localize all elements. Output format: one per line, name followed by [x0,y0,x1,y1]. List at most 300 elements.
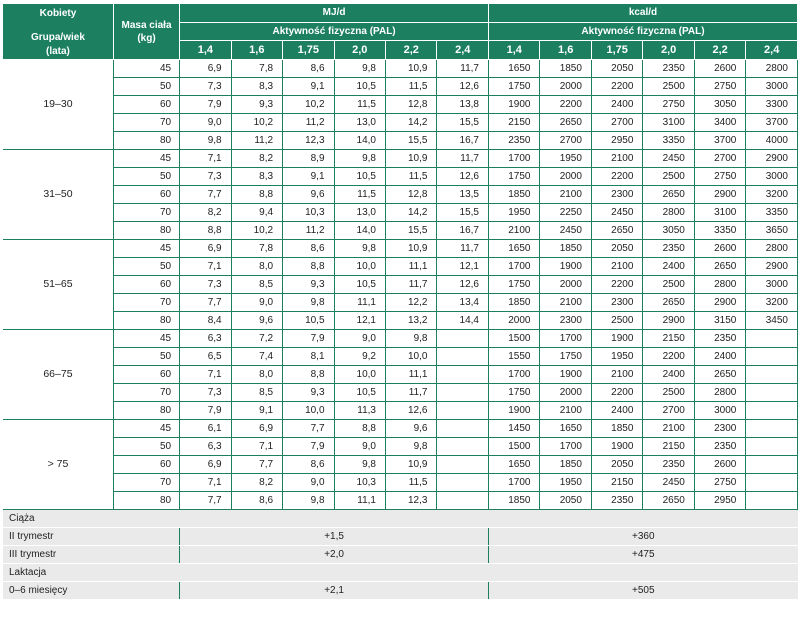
kcal-value-cell: 1950 [540,150,591,168]
kcal-value-cell: 2950 [591,132,642,150]
kcal-value-cell: 3700 [746,114,798,132]
kcal-value-cell: 2400 [643,258,694,276]
mass-cell: 60 [113,276,179,294]
kcal-value-cell: 2050 [591,60,642,78]
extra-mj-value: +2,1 [180,582,489,600]
table-row [3,276,798,294]
mj-value-cell: 10,0 [386,348,437,366]
kcal-header: kcal/d [489,4,798,22]
mj-value-cell [437,492,489,510]
mj-value-cell: 8,5 [231,384,282,402]
mj-value-cell: 10,2 [231,222,282,240]
kcal-value-cell: 2050 [591,456,642,474]
kcal-value-cell: 3300 [746,96,798,114]
kcal-value-cell: 1700 [540,438,591,456]
kcal-value-cell: 2500 [643,384,694,402]
kcal-value-cell [746,348,798,366]
kcal-value-cell: 3100 [694,204,745,222]
mj-value-cell: 9,0 [283,474,334,492]
kcal-value-cell: 2650 [694,366,745,384]
kcal-value-cell: 1550 [489,348,540,366]
mj-value-cell: 12,8 [386,186,437,204]
mj-value-cell: 11,2 [283,222,334,240]
mass-unit: (kg) [137,32,156,44]
kcal-value-cell: 2150 [591,474,642,492]
kcal-value-cell [746,438,798,456]
kcal-value-cell: 2600 [694,456,745,474]
mj-value-cell: 10,5 [334,384,385,402]
mj-value-cell: 11,7 [437,150,489,168]
kcal-value-cell: 1850 [489,492,540,510]
mass-cell: 45 [113,240,179,258]
age-group-label: 51–65 [3,240,113,330]
kcal-value-cell: 2350 [643,60,694,78]
kcal-value-cell: 2200 [540,96,591,114]
table-row [3,222,798,240]
mj-value-cell: 11,1 [334,492,385,510]
kcal-value-cell: 3000 [746,276,798,294]
kcal-value-cell: 3050 [643,222,694,240]
mj-pal-header: Aktywność fizyczna (PAL) [180,22,489,41]
kcal-value-cell: 2900 [694,186,745,204]
mj-value-cell: 6,9 [231,420,282,438]
mj-value-cell: 7,3 [180,78,231,96]
kcal-value-cell: 1850 [489,186,540,204]
kcal-value-cell: 3650 [746,222,798,240]
mj-value-cell: 8,8 [180,222,231,240]
kcal-value-cell: 2050 [591,240,642,258]
kcal-value-cell: 3350 [643,132,694,150]
mj-value-cell: 15,5 [386,132,437,150]
kcal-value-cell: 1700 [540,330,591,348]
kcal-value-cell: 3400 [694,114,745,132]
mj-value-cell: 14,2 [386,204,437,222]
kcal-value-cell: 1900 [489,96,540,114]
kcal-value-cell: 1700 [489,150,540,168]
energy-requirements-table [3,4,798,600]
mj-value-cell: 12,6 [437,276,489,294]
mj-value-cell: 12,3 [386,492,437,510]
mj-value-cell: 10,9 [386,240,437,258]
mj-value-cell: 12,2 [386,294,437,312]
extra-row [3,582,798,600]
kcal-value-cell: 1900 [540,258,591,276]
mj-value-cell: 6,3 [180,330,231,348]
kcal-value-cell: 4000 [746,132,798,150]
mj-value-cell: 8,6 [283,60,334,78]
mj-value-cell: 11,5 [386,78,437,96]
kcal-value-cell: 1900 [489,402,540,420]
extra-row [3,528,798,546]
kcal-value-cell: 1950 [489,204,540,222]
mj-value-cell: 6,5 [180,348,231,366]
mass-header [113,4,179,60]
kcal-value-cell: 2650 [540,114,591,132]
mj-value-cell: 16,7 [437,132,489,150]
mj-value-cell: 7,9 [180,402,231,420]
kcal-value-cell [746,402,798,420]
kcal-value-cell: 2400 [591,96,642,114]
mj-value-cell: 8,0 [231,366,282,384]
kcal-value-cell: 2100 [643,420,694,438]
mj-value-cell: 7,4 [231,348,282,366]
mass-cell: 50 [113,258,179,276]
mj-value-cell: 13,4 [437,294,489,312]
kcal-value-cell: 1750 [540,348,591,366]
mj-value-cell: 9,8 [283,492,334,510]
mj-value-cell: 8,8 [334,420,385,438]
mj-value-cell [437,438,489,456]
extra-row [3,564,798,582]
mj-value-cell: 10,0 [283,402,334,420]
mj-pal-1: 1,6 [231,41,282,60]
mj-value-cell: 10,3 [334,474,385,492]
mj-value-cell: 7,2 [231,330,282,348]
kcal-value-cell: 2500 [591,312,642,330]
extra-row [3,546,798,564]
table-row [3,168,798,186]
mj-value-cell: 11,1 [386,258,437,276]
mass-cell: 45 [113,420,179,438]
mass-cell: 80 [113,312,179,330]
kcal-value-cell: 3350 [694,222,745,240]
table-row [3,402,798,420]
kcal-value-cell: 2500 [643,276,694,294]
table-row [3,492,798,510]
kcal-value-cell: 2100 [540,402,591,420]
table-row [3,186,798,204]
mj-value-cell: 9,8 [334,456,385,474]
table-row [3,78,798,96]
mj-value-cell: 11,2 [283,114,334,132]
kcal-value-cell: 2250 [540,204,591,222]
kcal-value-cell: 2050 [540,492,591,510]
kcal-value-cell: 3000 [746,168,798,186]
table-row [3,96,798,114]
mj-value-cell: 10,9 [386,60,437,78]
mj-value-cell: 8,6 [283,456,334,474]
kcal-value-cell: 2000 [540,168,591,186]
mj-value-cell: 7,7 [180,492,231,510]
mj-value-cell: 12,1 [437,258,489,276]
group-age-header [3,4,113,60]
table-row [3,438,798,456]
mj-value-cell: 7,1 [231,438,282,456]
kcal-value-cell: 3050 [694,96,745,114]
kcal-value-cell: 2000 [540,276,591,294]
mj-value-cell: 12,1 [334,312,385,330]
mj-value-cell: 10,5 [334,168,385,186]
extra-mj-value [180,564,489,582]
kcal-value-cell: 2200 [591,276,642,294]
kcal-value-cell: 3200 [746,186,798,204]
kcal-value-cell: 1650 [489,240,540,258]
mj-value-cell: 7,1 [180,474,231,492]
mass-cell: 50 [113,78,179,96]
kcal-value-cell [746,384,798,402]
mj-value-cell: 9,8 [334,240,385,258]
mj-value-cell: 13,0 [334,114,385,132]
kcal-value-cell: 2750 [694,474,745,492]
kcal-value-cell: 2200 [591,78,642,96]
mj-value-cell: 12,3 [283,132,334,150]
kcal-value-cell: 2650 [643,492,694,510]
kcal-value-cell [746,492,798,510]
mass-cell: 70 [113,294,179,312]
table-row [3,132,798,150]
kcal-value-cell: 3700 [694,132,745,150]
mj-value-cell: 15,5 [437,114,489,132]
mj-value-cell: 13,2 [386,312,437,330]
mj-value-cell: 6,9 [180,60,231,78]
kcal-pal-1: 1,6 [540,41,591,60]
kcal-value-cell: 1850 [540,456,591,474]
mj-value-cell: 10,9 [386,150,437,168]
group-subtitle: Grupa/wiek [30,32,85,43]
kcal-value-cell: 1750 [489,384,540,402]
mj-value-cell: 11,3 [334,402,385,420]
mj-value-cell: 8,2 [231,474,282,492]
kcal-value-cell: 2750 [643,96,694,114]
mass-cell: 70 [113,474,179,492]
mass-cell: 60 [113,456,179,474]
mj-value-cell: 11,7 [386,276,437,294]
kcal-value-cell: 2100 [540,186,591,204]
table-row [3,456,798,474]
kcal-value-cell: 2500 [643,78,694,96]
mj-pal-2: 1,75 [283,41,334,60]
extra-kcal-value [489,510,798,528]
table-row [3,114,798,132]
extra-mj-value [180,510,489,528]
mass-cell: 80 [113,402,179,420]
kcal-value-cell: 1750 [489,78,540,96]
table-row [3,330,798,348]
kcal-value-cell: 1900 [591,438,642,456]
mj-value-cell: 10,9 [386,456,437,474]
kcal-value-cell: 2350 [591,492,642,510]
mj-value-cell: 15,5 [386,222,437,240]
kcal-value-cell: 2800 [694,384,745,402]
kcal-value-cell: 2750 [694,168,745,186]
mj-value-cell: 14,4 [437,312,489,330]
mj-value-cell [437,366,489,384]
kcal-value-cell: 1650 [489,60,540,78]
mj-value-cell: 7,8 [231,240,282,258]
mj-value-cell: 8,8 [283,258,334,276]
mj-value-cell: 12,8 [386,96,437,114]
table-row [3,366,798,384]
table-row [3,240,798,258]
mj-value-cell: 9,0 [180,114,231,132]
kcal-value-cell: 2800 [643,204,694,222]
kcal-value-cell: 2000 [540,384,591,402]
kcal-value-cell: 2100 [591,366,642,384]
kcal-value-cell: 3150 [694,312,745,330]
extra-kcal-value: +360 [489,528,798,546]
mj-value-cell [437,402,489,420]
extra-mj-value: +1,5 [180,528,489,546]
kcal-value-cell: 2200 [591,168,642,186]
extra-label: II trymestr [3,528,180,546]
kcal-value-cell: 1900 [540,366,591,384]
kcal-value-cell [746,366,798,384]
mj-value-cell: 8,4 [180,312,231,330]
mj-value-cell: 6,3 [180,438,231,456]
age-group-label: 66–75 [3,330,113,420]
mj-value-cell: 11,5 [334,186,385,204]
mj-value-cell: 9,6 [283,186,334,204]
kcal-value-cell: 2400 [694,348,745,366]
mj-value-cell: 8,6 [231,492,282,510]
mj-value-cell: 8,0 [231,258,282,276]
extra-label: III trymestr [3,546,180,564]
mj-value-cell: 13,5 [437,186,489,204]
mj-value-cell: 9,1 [231,402,282,420]
kcal-value-cell: 2100 [591,150,642,168]
mj-value-cell: 9,8 [386,330,437,348]
kcal-value-cell: 2750 [694,78,745,96]
kcal-value-cell: 2350 [694,330,745,348]
mj-value-cell: 12,6 [437,168,489,186]
mj-value-cell: 10,5 [334,78,385,96]
mj-value-cell: 11,7 [437,240,489,258]
kcal-value-cell: 1650 [540,420,591,438]
mass-cell: 45 [113,60,179,78]
kcal-value-cell: 3000 [746,78,798,96]
kcal-value-cell: 2200 [591,384,642,402]
kcal-value-cell: 1700 [489,474,540,492]
age-group-label: 31–50 [3,150,113,240]
kcal-value-cell: 2450 [591,204,642,222]
mass-cell: 60 [113,96,179,114]
mj-value-cell: 7,9 [283,438,334,456]
kcal-value-cell [746,456,798,474]
kcal-value-cell: 1900 [591,330,642,348]
kcal-value-cell: 2450 [540,222,591,240]
mj-value-cell: 7,9 [283,330,334,348]
mj-value-cell: 9,1 [283,78,334,96]
kcal-value-cell: 1850 [489,294,540,312]
mj-value-cell: 9,3 [283,384,334,402]
mj-value-cell: 13,0 [334,204,385,222]
mj-value-cell: 6,9 [180,456,231,474]
kcal-value-cell: 2350 [643,456,694,474]
kcal-value-cell: 2100 [540,294,591,312]
table-row [3,312,798,330]
kcal-value-cell: 1750 [489,276,540,294]
mj-value-cell: 9,3 [231,96,282,114]
mj-value-cell: 15,5 [437,204,489,222]
mj-value-cell: 9,4 [231,204,282,222]
kcal-value-cell: 1450 [489,420,540,438]
mj-value-cell: 7,1 [180,258,231,276]
mj-pal-4: 2,2 [386,41,437,60]
mj-value-cell: 14,0 [334,132,385,150]
table-row [3,384,798,402]
mj-value-cell: 7,7 [283,420,334,438]
mass-cell: 80 [113,492,179,510]
kcal-value-cell [746,420,798,438]
kcal-value-cell: 1950 [540,474,591,492]
mj-value-cell: 8,1 [283,348,334,366]
kcal-value-cell: 2650 [694,258,745,276]
kcal-pal-0: 1,4 [489,41,540,60]
kcal-value-cell: 2100 [489,222,540,240]
mj-value-cell: 10,0 [334,366,385,384]
mj-value-cell [437,474,489,492]
mj-value-cell: 16,7 [437,222,489,240]
kcal-value-cell: 2300 [591,294,642,312]
kcal-value-cell: 2900 [643,312,694,330]
mj-value-cell: 12,6 [437,78,489,96]
mj-value-cell: 10,5 [283,312,334,330]
table-row [3,474,798,492]
extra-row [3,510,798,528]
kcal-value-cell: 2350 [489,132,540,150]
kcal-pal-4: 2,2 [694,41,745,60]
table-row [3,420,798,438]
mj-value-cell: 7,7 [180,294,231,312]
group-title: Kobiety [39,8,77,19]
kcal-pal-2: 1,75 [591,41,642,60]
mj-value-cell: 9,8 [283,294,334,312]
mj-value-cell: 7,9 [180,96,231,114]
mass-cell: 60 [113,186,179,204]
extra-mj-value: +2,0 [180,546,489,564]
mj-value-cell: 8,2 [180,204,231,222]
kcal-value-cell: 2450 [643,474,694,492]
mj-value-cell: 11,5 [386,474,437,492]
mj-value-cell: 10,0 [334,258,385,276]
mj-value-cell: 10,3 [283,204,334,222]
kcal-value-cell: 2400 [591,402,642,420]
kcal-value-cell: 2900 [694,294,745,312]
kcal-value-cell: 2700 [540,132,591,150]
mj-value-cell: 7,3 [180,384,231,402]
kcal-value-cell: 3450 [746,312,798,330]
mj-value-cell: 8,6 [283,240,334,258]
kcal-value-cell: 1850 [540,60,591,78]
mj-value-cell: 10,5 [334,276,385,294]
extra-label: 0–6 miesięcy [3,582,180,600]
mj-value-cell: 7,8 [231,60,282,78]
kcal-value-cell: 2300 [694,420,745,438]
mj-value-cell: 8,3 [231,78,282,96]
mass-cell: 80 [113,222,179,240]
table-row [3,204,798,222]
kcal-value-cell [746,330,798,348]
kcal-value-cell: 2900 [746,258,798,276]
mj-value-cell: 11,1 [386,366,437,384]
kcal-value-cell: 3000 [694,402,745,420]
kcal-value-cell: 1650 [489,456,540,474]
kcal-value-cell: 2650 [591,222,642,240]
kcal-value-cell: 2150 [643,438,694,456]
table-row [3,258,798,276]
mj-value-cell: 9,8 [334,150,385,168]
kcal-value-cell: 3100 [643,114,694,132]
kcal-value-cell: 2800 [694,276,745,294]
mj-value-cell: 9,8 [334,60,385,78]
mj-value-cell: 7,7 [180,186,231,204]
mj-pal-0: 1,4 [180,41,231,60]
kcal-value-cell: 3200 [746,294,798,312]
mj-value-cell: 8,8 [231,186,282,204]
mj-value-cell: 9,1 [283,168,334,186]
mass-cell: 50 [113,168,179,186]
mj-value-cell: 14,0 [334,222,385,240]
